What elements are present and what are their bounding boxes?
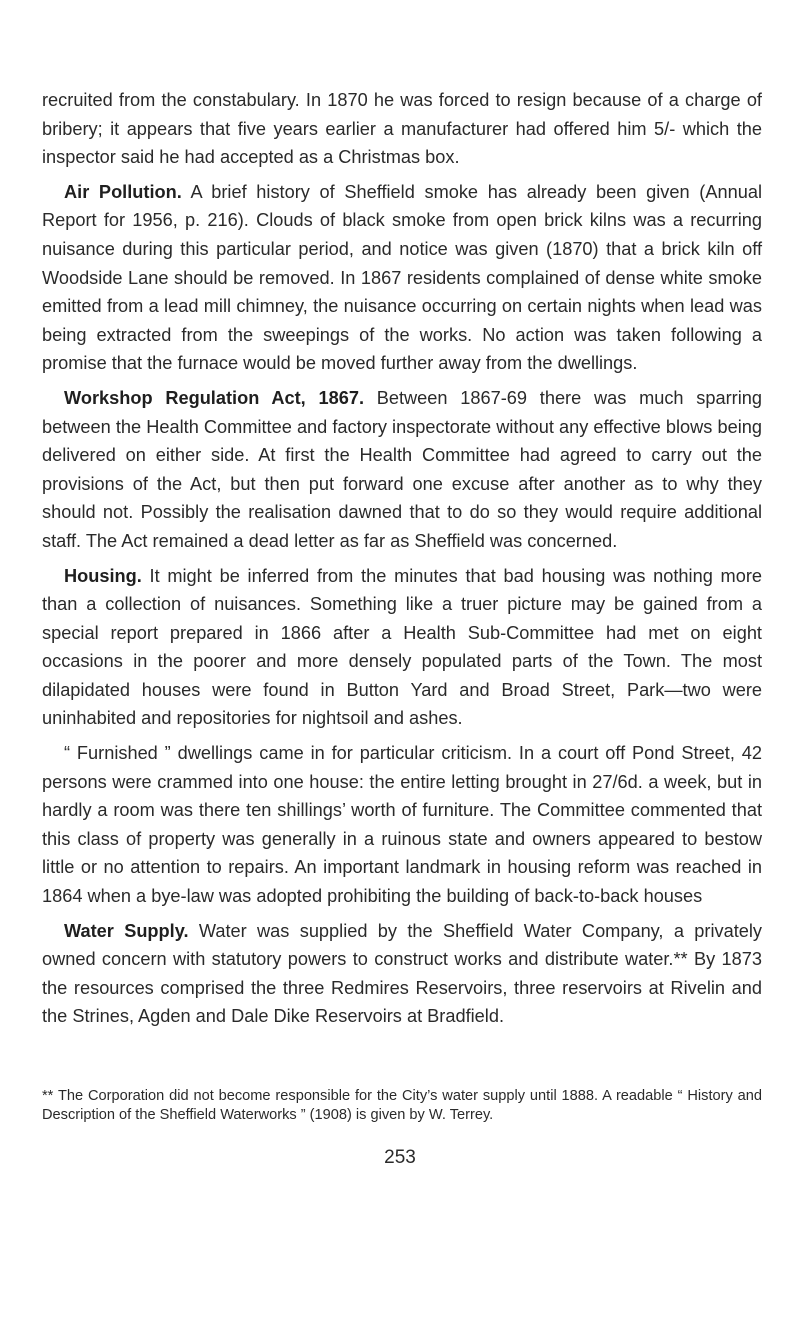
section-heading: Housing. <box>64 565 142 586</box>
footnote <box>42 1087 762 1125</box>
paragraph-text: recruited from the constabulary. In 1870 he was forced to resign because of a charge of bribery; it appears that five years earlier a manufacturer had offered him 5/- which the inspector said he had accepted as a Christmas box. <box>42 90 762 168</box>
body-text <box>42 86 762 1037</box>
paragraph-text: “ Furnished ” dwellings came in for particular criticism. In a court off Pond Street, 42 persons were crammed into one house: the entire letting brought in 27/6d. a week, but in hardly a room was there ten shillings’ worth of furniture. The Committee commented that this class of property was generally in a ruinous state and owners appeared to bestow little or no attention to repairs. An important landmark in housing reform was reached in 1864 when a bye-law was adopted prohibiting the building of back-to-back houses <box>42 743 762 907</box>
paragraph-air-pollution <box>42 178 762 378</box>
paragraph-text: Between 1867-69 there was much sparring between the Health Committee and factory inspectorate without any effective blows being delivered on either side. At first the Health Committee had agreed to carry out the provisions of the Act, but then put forward one excuse after another as to why they should not. Possibly the realisation dawned that to do so they would require additional staff. The Act remained a dead letter as far as Sheffield was concerned. <box>42 387 763 551</box>
page-number: 253 <box>384 1147 416 1168</box>
paragraph-water-supply <box>42 917 762 1031</box>
paragraph-text: Water was supplied by the Sheffield Water Company, a privately owned concern with statutory powers to construct works and distribute water.** By 1873 the resources comprised the three Redmires Reservoirs, three reservoirs at Rivelin and the Strines, Agden and Dale Dike Reservoirs at Bradfield. <box>42 920 762 1027</box>
paragraph-text: It might be inferred from the minutes that bad housing was nothing more than a collection of nuisances. Something like a truer picture may be gained from a special report prepared in 1866 after a Health Sub-Committee had met on eight occasions in the poorer and more densely populated parts of the Town. The most dilapidated houses were found in Button Yard and Broad Street, Park—two were uninhabited and repositories for nightsoil and ashes. <box>42 565 762 729</box>
paragraph-continuation <box>42 86 762 172</box>
section-heading: Water Supply. <box>64 920 189 941</box>
section-heading: Workshop Regulation Act, 1867. <box>64 387 364 408</box>
section-heading: Air Pollution. <box>64 181 182 202</box>
footnote-text: ** The Corporation did not become responsible for the City’s water supply until 1888. A readable “ History and Description of the Sheffield Waterworks ” (1908) is given by W. Terrey. <box>42 1088 762 1123</box>
paragraph-housing <box>42 562 762 734</box>
paragraph-furnished-dwellings <box>42 739 762 911</box>
paragraph-workshop-regulation <box>42 384 762 556</box>
paragraph-text: A brief history of Sheffield smoke has already been given (Annual Report for 1956, p. 216). Clouds of black smoke from open brick kilns was a recurring nuisance during this particular period, and notice was given (1870) that a brick kiln off Woodside Lane should be removed. In 1867 residents complained of dense white smoke emitted from a lead mill chimney, the nuisance occurring on certain nights when lead was being extracted from the sweepings of the works. No action was taken following a promise that the furnace would be moved further away from the dwellings. <box>42 181 762 374</box>
